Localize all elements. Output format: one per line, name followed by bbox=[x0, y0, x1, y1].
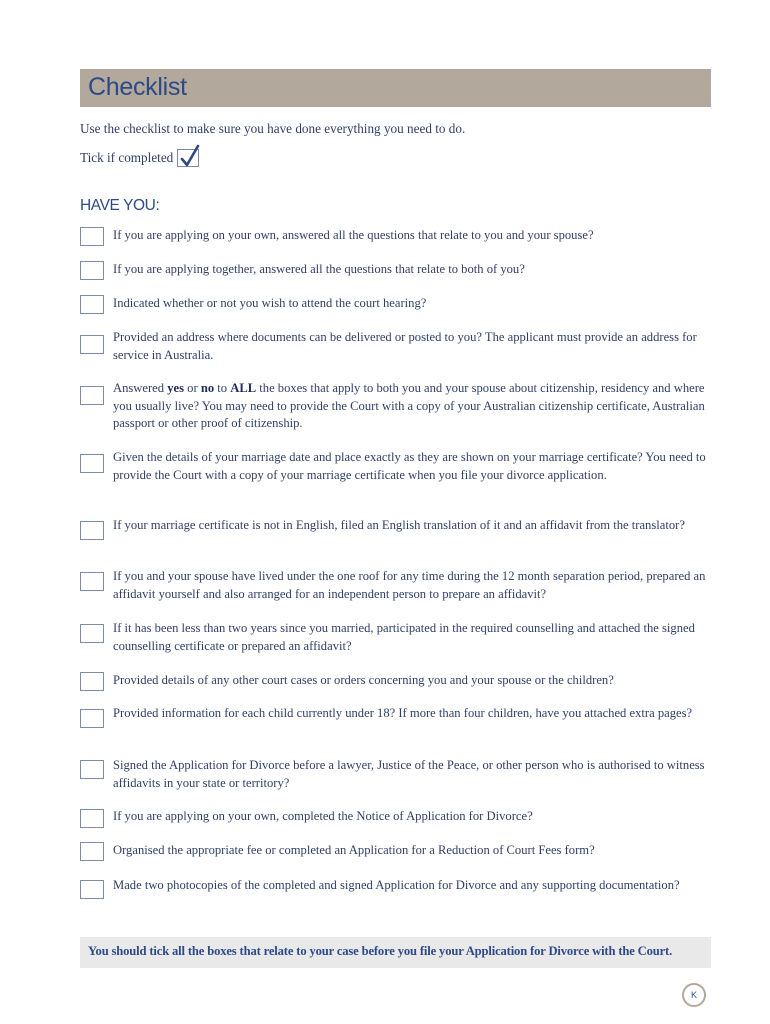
checklist-item-text: If you are applying on your own, completed the Notice of Application for Divorce? bbox=[113, 809, 533, 823]
checklist-checkbox[interactable] bbox=[80, 672, 104, 691]
checklist-checkbox[interactable] bbox=[80, 295, 104, 314]
checklist-item-text: Indicated whether or not you wish to attend the court hearing? bbox=[113, 296, 427, 310]
checklist-item-text: Organised the appropriate fee or completed an Application for a Reduction of Court Fees form? bbox=[113, 843, 595, 857]
checklist-item-text: If your marriage certificate is not in English, filed an English translation of it and an affidavit from the translator? bbox=[113, 518, 685, 532]
checklist-checkbox[interactable] bbox=[80, 261, 104, 280]
checklist-item-text: If it has been less than two years since you married, participated in the required counselling and attached the signed counselling certificate or prepared an affidavit? bbox=[113, 621, 695, 653]
checklist-item-text: If you are applying on your own, answered all the questions that relate to you and your spouse? bbox=[113, 228, 594, 242]
checkmark-icon bbox=[179, 144, 201, 170]
checklist-item-text: Signed the Application for Divorce before a lawyer, Justice of the Peace, or other person who is authorised to witness affidavits in your state or territory? bbox=[113, 758, 705, 790]
title-bar bbox=[80, 69, 711, 107]
checklist-item-text: If you and your spouse have lived under the one roof for any time during the 12 month separation period, prepared an affidavit yourself and also arranged for an independent person to prepare an affidavit? bbox=[113, 569, 706, 601]
footer-note: You should tick all the boxes that relate to your case before you file your Application for Divorce with the Court. bbox=[88, 944, 673, 958]
checklist-item-text: Answered yes or no to ALL the boxes that apply to both you and your spouse about citizenship, residency and where you usually live? You may need to provide the Court with a copy of your Australian citizenship certificate, Australian passport or other proof of citizenship. bbox=[113, 381, 705, 430]
checklist-checkbox[interactable] bbox=[80, 335, 104, 354]
checklist-checkbox[interactable] bbox=[80, 386, 104, 405]
checklist-checkbox[interactable] bbox=[80, 454, 104, 473]
checklist-checkbox[interactable] bbox=[80, 809, 104, 828]
checklist-item-text: Provided information for each child currently under 18? If more than four children, have you attached extra pages? bbox=[113, 706, 693, 720]
checklist-item-text: Provided an address where documents can be delivered or posted to you? The applicant must provide an address for service in Australia. bbox=[113, 330, 697, 362]
checklist-checkbox[interactable] bbox=[80, 227, 104, 246]
tick-example-box bbox=[177, 149, 199, 167]
checklist-checkbox[interactable] bbox=[80, 624, 104, 643]
checklist-item-text: Given the details of your marriage date and place exactly as they are shown on your marriage certificate? You need to provide the Court with a copy of your marriage certificate when you file your divorce application. bbox=[113, 450, 706, 482]
checklist-checkbox[interactable] bbox=[80, 572, 104, 591]
checklist-checkbox[interactable] bbox=[80, 880, 104, 899]
section-heading: HAVE YOU: bbox=[80, 197, 160, 214]
tick-legend-label: Tick if completed bbox=[80, 150, 174, 165]
intro-text: Use the checklist to make sure you have done everything you need to do. bbox=[80, 121, 466, 136]
checklist-item-text: If you are applying together, answered all the questions that relate to both of you? bbox=[113, 262, 525, 276]
checklist-checkbox[interactable] bbox=[80, 521, 104, 540]
footer-note-bar bbox=[80, 937, 711, 968]
checklist-checkbox[interactable] bbox=[80, 709, 104, 728]
page-label-badge: K bbox=[682, 983, 706, 1007]
checklist-checkbox[interactable] bbox=[80, 760, 104, 779]
checklist-checkbox[interactable] bbox=[80, 842, 104, 861]
checklist-item-text: Provided details of any other court cases or orders concerning you and your spouse or the children? bbox=[113, 673, 614, 687]
tick-legend bbox=[80, 147, 199, 169]
checklist-item-text: Made two photocopies of the completed and signed Application for Divorce and any supporting documentation? bbox=[113, 878, 680, 892]
page-title: Checklist bbox=[88, 73, 187, 101]
